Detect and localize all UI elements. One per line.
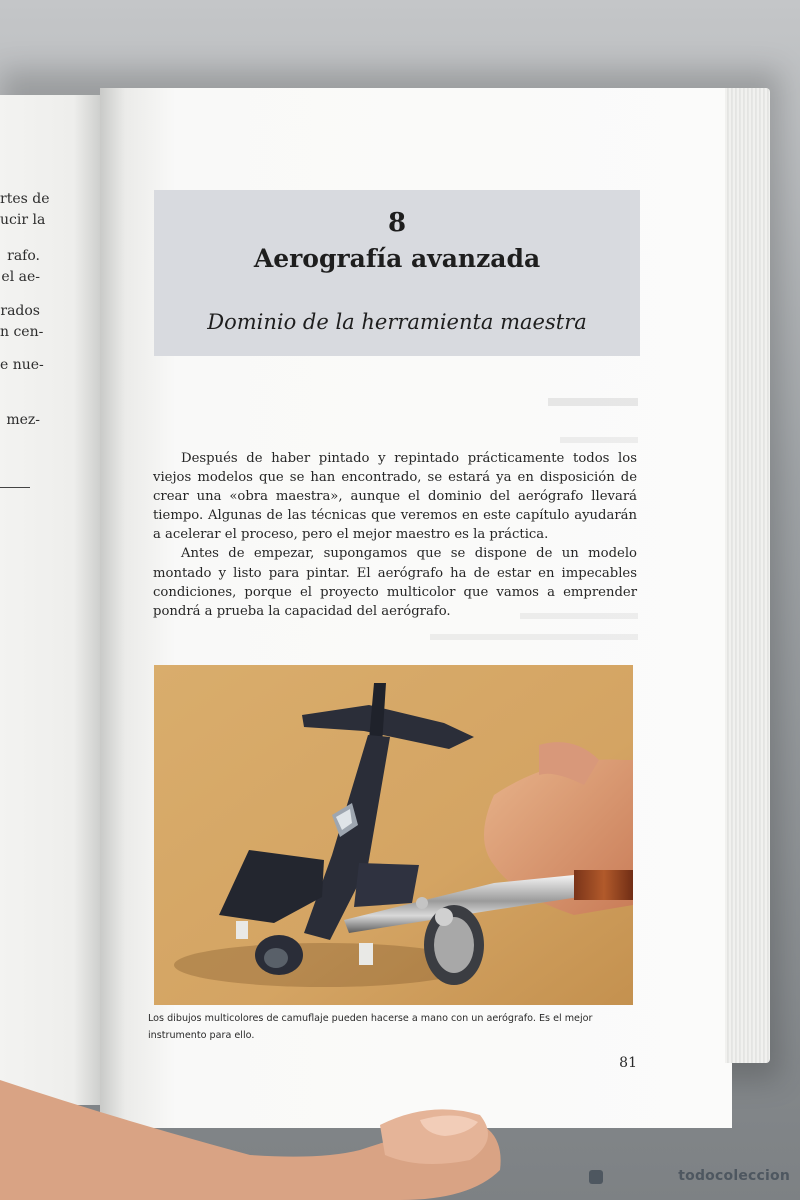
- holding-hand: [0, 1060, 560, 1200]
- page-edges: [725, 88, 770, 1063]
- left-page-fragment: rados: [0, 303, 40, 319]
- show-through: [430, 634, 638, 640]
- watermark: todocoleccion: [678, 1168, 790, 1184]
- photo-caption: Los dibujos multicolores de camuflaje pueden hacerse a mano con un aerógrafo. Es el mejor instrumento para ello.: [148, 1013, 593, 1041]
- photo-illustration: [154, 665, 633, 1005]
- left-page-fragment: rafo.: [7, 248, 40, 264]
- show-through: [560, 437, 638, 443]
- body-paragraph: Antes de empezar, supongamos que se dispone de un modelo montado y listo para pintar. El aerógrafo ha de estar en impecables condiciones, porque el proyecto multicolor que vamos a emprender pondrá a prueba la capacidad del aerógrafo.: [153, 546, 637, 619]
- page-number: 81: [619, 1055, 637, 1071]
- left-page-fragment: n cen-: [0, 324, 44, 340]
- chapter-subtitle: Dominio de la herramienta maestra: [207, 310, 587, 334]
- left-page-fragment: e nue-: [0, 357, 44, 373]
- left-page: [0, 95, 105, 1105]
- left-page-fragment: el ae-: [1, 269, 40, 285]
- left-page-fragment: rtes de: [0, 191, 50, 207]
- photo-model-airplane: [154, 665, 633, 1005]
- left-page-fragment: mez-: [6, 412, 40, 428]
- left-page-fragment: ucir la: [0, 212, 46, 228]
- body-text: [153, 449, 637, 621]
- left-page-rule: [0, 487, 30, 488]
- chapter-title: Aerografía avanzada: [253, 244, 541, 273]
- chapter-number: 8: [387, 208, 407, 238]
- show-through: [548, 398, 638, 406]
- body-paragraph: Después de haber pintado y repintado prácticamente todos los viejos modelos que se han encontrado, se estará ya en disposición de crear una «obra maestra», aunque el dominio del aerógrafo llevará tiempo. Algunas de las técnicas que veremos en este capítulo ayudarán a acelerar el proceso, pero el mejor maestro es la práctica.: [153, 451, 637, 543]
